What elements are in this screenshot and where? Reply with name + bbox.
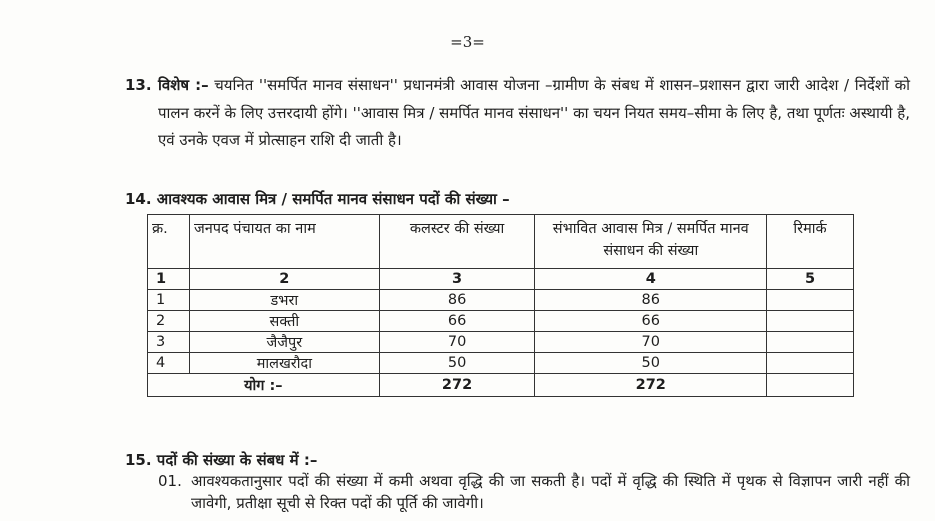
- cell-post-count: 66: [535, 311, 767, 332]
- cell-post-count: 70: [535, 332, 767, 353]
- cell-cluster-count: 70: [379, 332, 535, 353]
- table-header-row: [148, 215, 854, 269]
- section-15-item-01: [158, 470, 910, 514]
- table-row: [148, 332, 854, 353]
- item-01-text: आवश्यकतानुसार पदों की संख्या में कमी अथवा वृद्धि की जा सकती है। पदों में वृद्धि की स्थिति में पृथक से विज्ञापन जारी नहीं की जावेगी, प्रतीक्षा सूची से रिक्त पदों की पूर्ति की जावेगी।: [191, 472, 910, 512]
- total-cluster-count: 272: [379, 374, 535, 397]
- cell-remark: [767, 311, 854, 332]
- cell-panchayat-name: सक्ती: [189, 311, 379, 332]
- cell-remark: [767, 290, 854, 311]
- header-cluster-count: कलस्टर की संख्या: [379, 215, 535, 269]
- column-number: 3: [379, 269, 535, 290]
- cell-panchayat-name: मालखरौदा: [189, 353, 379, 374]
- table-row: [148, 290, 854, 311]
- cell-serial: 2: [148, 311, 190, 332]
- header-serial: क्र.: [148, 215, 190, 269]
- column-number: 2: [189, 269, 379, 290]
- cell-serial: 3: [148, 332, 190, 353]
- item-01-number: 01.: [158, 472, 182, 490]
- cell-panchayat-name: डभरा: [189, 290, 379, 311]
- posts-table: [147, 214, 854, 397]
- cell-post-count: 86: [535, 290, 767, 311]
- column-number: 5: [767, 269, 854, 290]
- total-remark: [767, 374, 854, 397]
- column-number: 1: [148, 269, 190, 290]
- section-13-body: [158, 72, 910, 155]
- section-14-heading: 14. आवश्यक आवास मित्र / समर्पित मानव संसाधन पदों की संख्या –: [125, 190, 510, 208]
- total-post-count: 272: [535, 374, 767, 397]
- section-13: [125, 72, 910, 155]
- section-13-number: 13.: [125, 76, 152, 94]
- cell-cluster-count: 50: [379, 353, 535, 374]
- table-row: [148, 353, 854, 374]
- cell-cluster-count: 66: [379, 311, 535, 332]
- cell-post-count: 50: [535, 353, 767, 374]
- header-post-count: संभावित आवास मित्र / समर्पित मानव संसाधन की संख्या: [535, 215, 767, 269]
- section-13-text: चयनित ''समर्पित मानव संसाधन'' प्रधानमंत्री आवास योजना –ग्रामीण के संबध में शासन–प्रशासन द्वारा जारी आदेश / निर्देशों को पालन करनें के लिए उत्तरदायी होंगे। ''आवास मित्र / समर्पित मानव संसाधन'' का चयन नियत समय–सीमा के लिए है, तथा पूर्णतः अस्थायी है, एवं उनके एवज में प्रोत्साहन राशि दी जाती है।: [158, 76, 910, 149]
- header-remark: रिमार्क: [767, 215, 854, 269]
- cell-serial: 4: [148, 353, 190, 374]
- column-number-row: [148, 269, 854, 290]
- page-number: =3=: [450, 33, 485, 51]
- table-total-row: [148, 374, 854, 397]
- cell-panchayat-name: जैजैपुर: [189, 332, 379, 353]
- section-15-heading: 15. पदों की संख्या के संबध में :–: [125, 451, 318, 469]
- column-number: 4: [535, 269, 767, 290]
- total-label: योग :–: [148, 374, 380, 397]
- cell-serial: 1: [148, 290, 190, 311]
- cell-cluster-count: 86: [379, 290, 535, 311]
- cell-remark: [767, 332, 854, 353]
- table-row: [148, 311, 854, 332]
- header-panchayat-name: जनपद पंचायत का नाम: [189, 215, 379, 269]
- cell-remark: [767, 353, 854, 374]
- section-13-heading: विशेष :–: [158, 76, 209, 94]
